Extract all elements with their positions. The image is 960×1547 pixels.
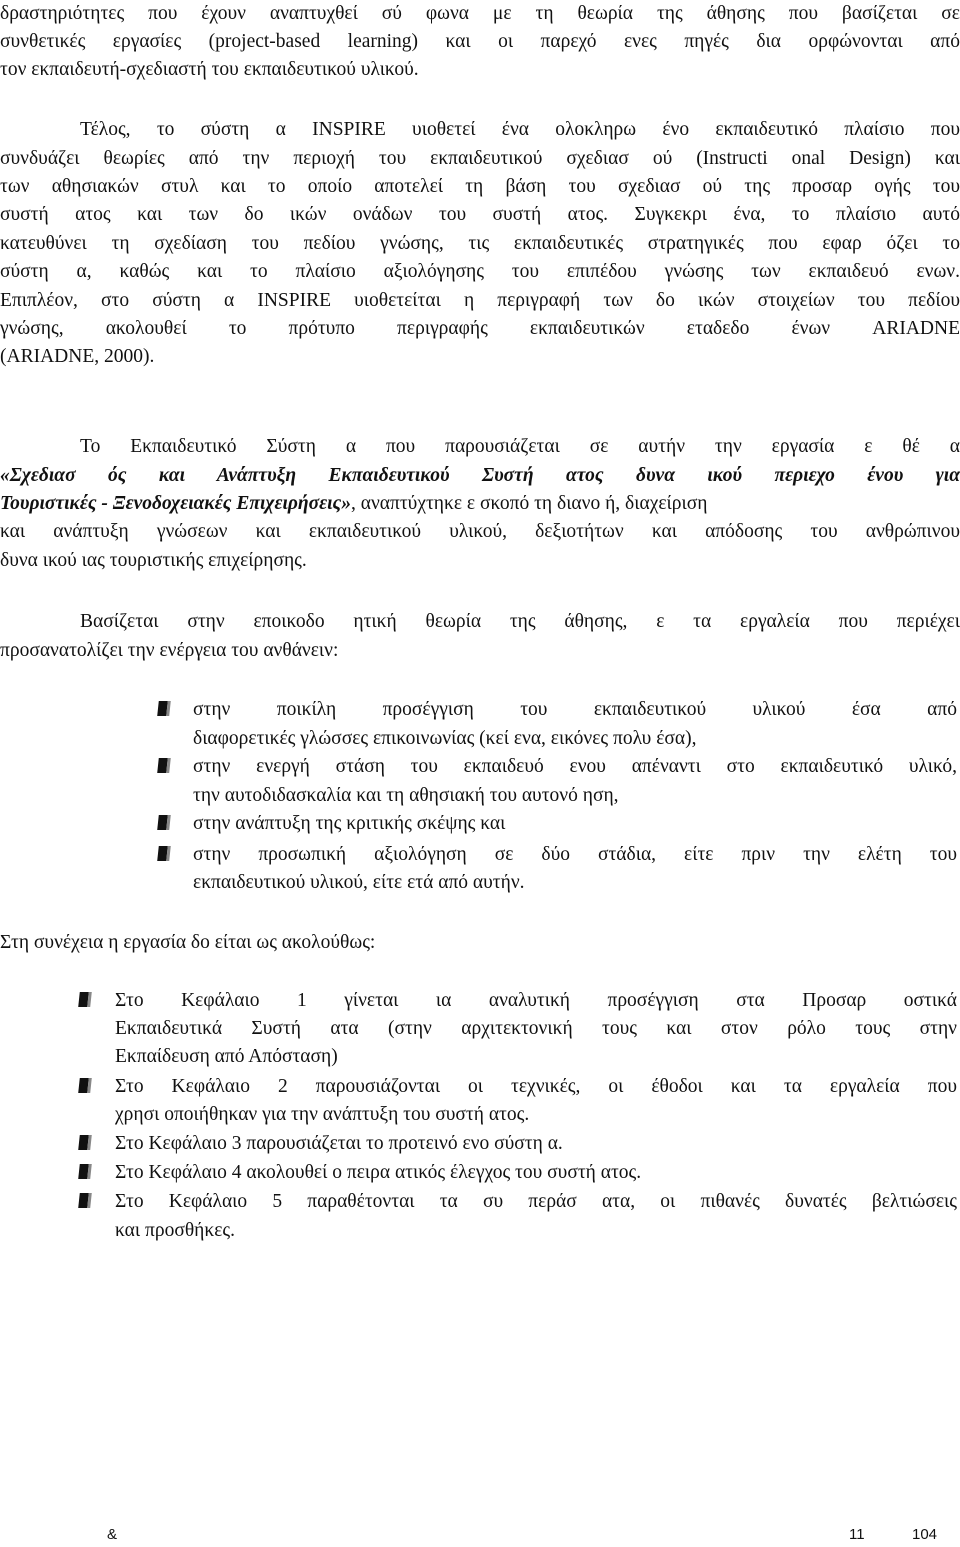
bullet-icon <box>157 701 168 716</box>
list-1-item-4-line-1: στην προσωπική αξιολόγηση σε δύο στάδια, είτε πριν την ελέτη του <box>193 844 957 865</box>
bullet-icon <box>78 1078 89 1093</box>
bullet-icon <box>157 815 168 830</box>
paragraph-2-line-2: συνδυάζει θεωρίες από την περιοχή του εκπαιδευτικού σχεδιασ ού (Instructi onal Design) και <box>0 148 960 169</box>
footer-chapter: 11 <box>849 1526 865 1543</box>
list-1-item-2-line-1: στην ενεργή στάση του εκπαιδευό ενου απέναντι στο εκπαιδευτικό υλικό, <box>193 756 957 777</box>
paragraph-2-line-1: Τέλος, το σύστη α INSPIRE υιοθετεί ένα ολοκληρω ένο εκπαιδευτικό πλαίσιο που <box>80 119 960 140</box>
list-2-item-2-line-2: χρησι οποιήθηκαν για την ανάπτυξη του συστή ατος. <box>115 1104 530 1125</box>
paragraph-1-line-3: τον εκπαιδευτή-σχεδιαστή του εκπαιδευτικού υλικού. <box>0 59 419 80</box>
footer-symbol: & <box>107 1526 118 1543</box>
paragraph-3-line-3-rest: , αναπτύχτηκε ε σκοπό τη διανο ή, διαχείριση <box>350 493 708 514</box>
list-1-item-1-line-1: στην ποικίλη προσέγγιση του εκπαιδευτικού υλικού έσα από <box>193 699 957 720</box>
bullet-icon <box>78 992 89 1007</box>
list-2-item-5-line-2: και προσθήκες. <box>115 1220 235 1241</box>
paragraph-2-line-3: των αθησιακών στυλ και το οποίο αποτελεί τη βάση του σχεδιασ ού της προσαρ ογής του <box>0 176 960 197</box>
paragraph-2-line-5: κατευθύνει τη σχεδίαση του πεδίου γνώσης, τις εκπαιδευτικές στρατηγικές που εφαρ όζει το <box>0 233 960 254</box>
list-1-item-1-line-2: διαφορετικές γλώσσες επικοινωνίας (κεί ενα, εικόνες πολυ έσα), <box>193 728 697 749</box>
bullet-icon <box>78 1164 89 1179</box>
paragraph-5: Στη συνέχεια η εργασία δο είται ως ακολούθως: <box>0 932 376 953</box>
list-2-item-1-line-3: Εκπαίδευση από Απόσταση) <box>115 1046 338 1067</box>
paragraph-3-line-2-title: «Σχεδιασ ός και Ανάπτυξη Εκπαιδευτικού Συστή ατος δυνα ικού περιεχο ένου για <box>0 465 960 486</box>
paragraph-3-line-1: Το Εκπαιδευτικό Σύστη α που παρουσιάζεται σε αυτήν την εργασία ε θέ α <box>80 436 960 457</box>
paragraph-3-title-end: Τουριστικές - Ξενοδοχειακές Επιχειρήσεις» <box>0 493 351 514</box>
paragraph-4-line-1: Βασίζεται στην εποικοδο ητική θεωρία της άθησης, ε τα εργαλεία που περιέχει <box>80 611 960 632</box>
bullet-icon <box>78 1135 89 1150</box>
list-1-item-4-line-2: εκπαιδευτικού υλικού, είτε ετά από αυτήν. <box>193 872 525 893</box>
list-2-item-1-line-1: Στο Κεφάλαιο 1 γίνεται ια αναλυτική προσέγγιση στα Προσαρ οστικά <box>115 990 957 1011</box>
list-2-item-3-line-1: Στο Κεφάλαιο 3 παρουσιάζεται το προτεινό ενο σύστη α. <box>115 1133 563 1154</box>
bullet-icon <box>157 846 168 861</box>
paragraph-3-line-4: και ανάπτυξη γνώσεων και εκπαιδευτικού υλικού, δεξιοτήτων και απόδοσης του ανθρώπινου <box>0 521 960 542</box>
list-1-item-2-line-2: την αυτοδιδασκαλία και τη αθησιακή του αυτονό ηση, <box>193 785 619 806</box>
paragraph-1-line-2: συνθετικές εργασίες (project-based learning) και οι παρεχό ενες πηγές δια ορφώνονται από <box>0 31 960 52</box>
paragraph-1-line-1: δραστηριότητες που έχουν αναπτυχθεί σύ φωνα με τη θεωρία της άθησης που βασίζεται σε <box>0 3 960 24</box>
footer-page-number: 104 <box>912 1526 938 1543</box>
paragraph-2-line-4: συστή ατος και των δο ικών ονάδων του συστή ατος. Συγκεκρι ένα, το πλαίσιο αυτό <box>0 204 960 225</box>
paragraph-3-line-3 <box>0 490 960 518</box>
list-2-item-2-line-1: Στο Κεφάλαιο 2 παρουσιάζονται οι τεχνικές, οι έθοδοι και τα εργαλεία που <box>115 1076 957 1097</box>
paragraph-2-line-6: σύστη α, καθώς και το πλαίσιο αξιολόγησης του επιπέδου γνώσης των εκπαιδευό ενων. <box>0 261 960 282</box>
bullet-icon <box>157 758 168 773</box>
list-2-item-1-line-2: Εκπαιδευτικά Συστή ατα (στην αρχιτεκτονική τους και στον ρόλο τους στην <box>115 1018 957 1039</box>
list-2-item-5-line-1: Στο Κεφάλαιο 5 παραθέτονται τα συ περάσ ατα, οι πιθανές δυνατές βελτιώσεις <box>115 1191 957 1212</box>
paragraph-3-line-5: δυνα ικού ιας τουριστικής επιχείρησης. <box>0 550 307 571</box>
bullet-icon <box>78 1193 89 1208</box>
paragraph-2-line-9: (ARIADNE, 2000). <box>0 346 155 367</box>
paragraph-4-line-2: προσανατολίζει την ενέργεια του ανθάνειν: <box>0 640 339 661</box>
list-2-item-4-line-1: Στο Κεφάλαιο 4 ακολουθεί ο πειρα ατικός έλεγχος του συστή ατος. <box>115 1162 642 1183</box>
paragraph-2-line-8: γνώσης, ακολουθεί το πρότυπο περιγραφής εκπαιδευτικών εταδεδο ένων ARIADNE <box>0 318 960 339</box>
list-1-item-3-line-1: στην ανάπτυξη της κριτικής σκέψης και <box>193 813 506 834</box>
paragraph-2-line-7: Επιπλέον, στο σύστη α INSPIRE υιοθετείται η περιγραφή των δο ικών στοιχείων του πεδίου <box>0 290 960 311</box>
